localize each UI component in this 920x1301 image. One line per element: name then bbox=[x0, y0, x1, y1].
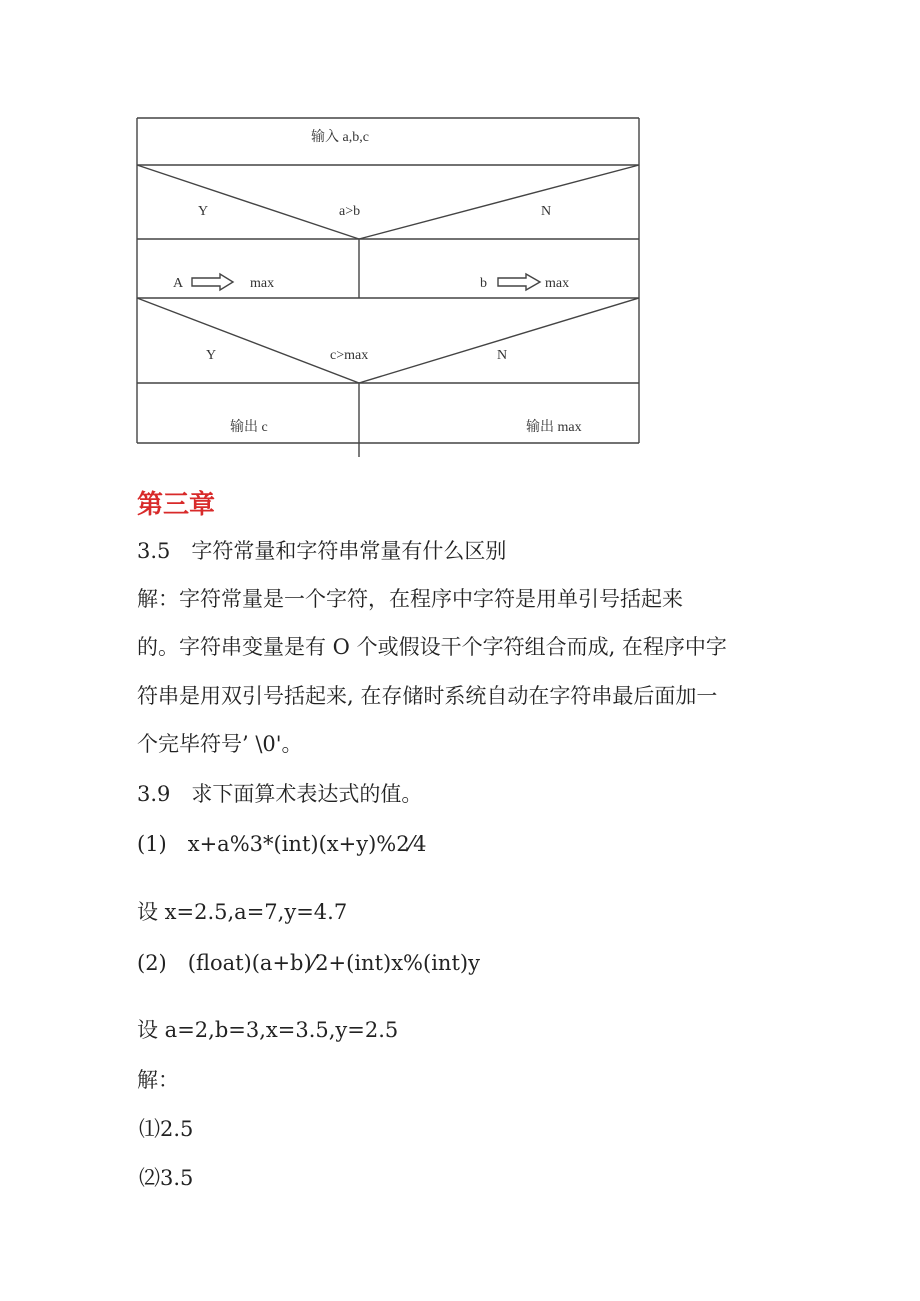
fc-input-label: 输入 a,b,c bbox=[311, 130, 369, 145]
answer-line: 的。字符串变量是有 O 个或假设干个字符组合而成, 在程序中字 bbox=[137, 635, 727, 659]
fc-cond2-test: c>max bbox=[330, 348, 369, 363]
right-arrow-icon bbox=[498, 274, 540, 290]
chapter-title: 第三章 bbox=[137, 490, 216, 520]
fc-cond1-test: a>b bbox=[339, 204, 361, 219]
fc-diagonal bbox=[137, 165, 359, 239]
fc-branch1-left-src: A bbox=[173, 276, 184, 291]
answer-line: 解：字符常量是一个字符，在程序中字符是用单引号括起来 bbox=[137, 587, 683, 611]
fc-cond2-yes: Y bbox=[206, 348, 217, 363]
given-values-2: 设 a=2,b=3,x=3.5,y=2.5 bbox=[137, 1018, 399, 1042]
fc-cond1-no: N bbox=[541, 204, 552, 219]
result-1: ⑴2.5 bbox=[139, 1117, 194, 1141]
given-values-1: 设 x=2.5,a=7,y=4.7 bbox=[137, 900, 348, 924]
answer-label: 解： bbox=[137, 1068, 179, 1092]
question-3-9: 3.9 求下面算术表达式的值。 bbox=[137, 782, 423, 806]
answer-line: 符串是用双引号括起来, 在存储时系统自动在字符串最后面加一 bbox=[137, 684, 718, 708]
left-arrow-icon bbox=[192, 274, 233, 290]
fc-branch1-right-dst: max bbox=[545, 276, 570, 291]
fc-diagonal bbox=[137, 298, 359, 383]
nassi-shneiderman-flowchart bbox=[0, 0, 920, 470]
fc-diagonal bbox=[359, 298, 639, 383]
fc-branch1-left-dst: max bbox=[250, 276, 275, 291]
fc-branch2-left: 输出 c bbox=[230, 420, 268, 435]
fc-diagonal bbox=[359, 165, 639, 239]
expression-1: (1) x+a%3*(int)(x+y)%2⁄4 bbox=[137, 832, 427, 856]
answer-line: 个完毕符号’ \0'。 bbox=[137, 732, 303, 756]
result-2: ⑵3.5 bbox=[139, 1166, 194, 1190]
expression-2: (2) (float)(a+b)⁄2+(int)x%(int)y bbox=[137, 951, 480, 975]
fc-branch1-right-src: b bbox=[480, 276, 487, 291]
fc-branch2-right: 输出 max bbox=[526, 420, 582, 435]
question-3-5: 3.5 字符常量和字符串常量有什么区别 bbox=[137, 539, 507, 563]
fc-cond1-yes: Y bbox=[198, 204, 209, 219]
fc-cond2-no: N bbox=[497, 348, 508, 363]
